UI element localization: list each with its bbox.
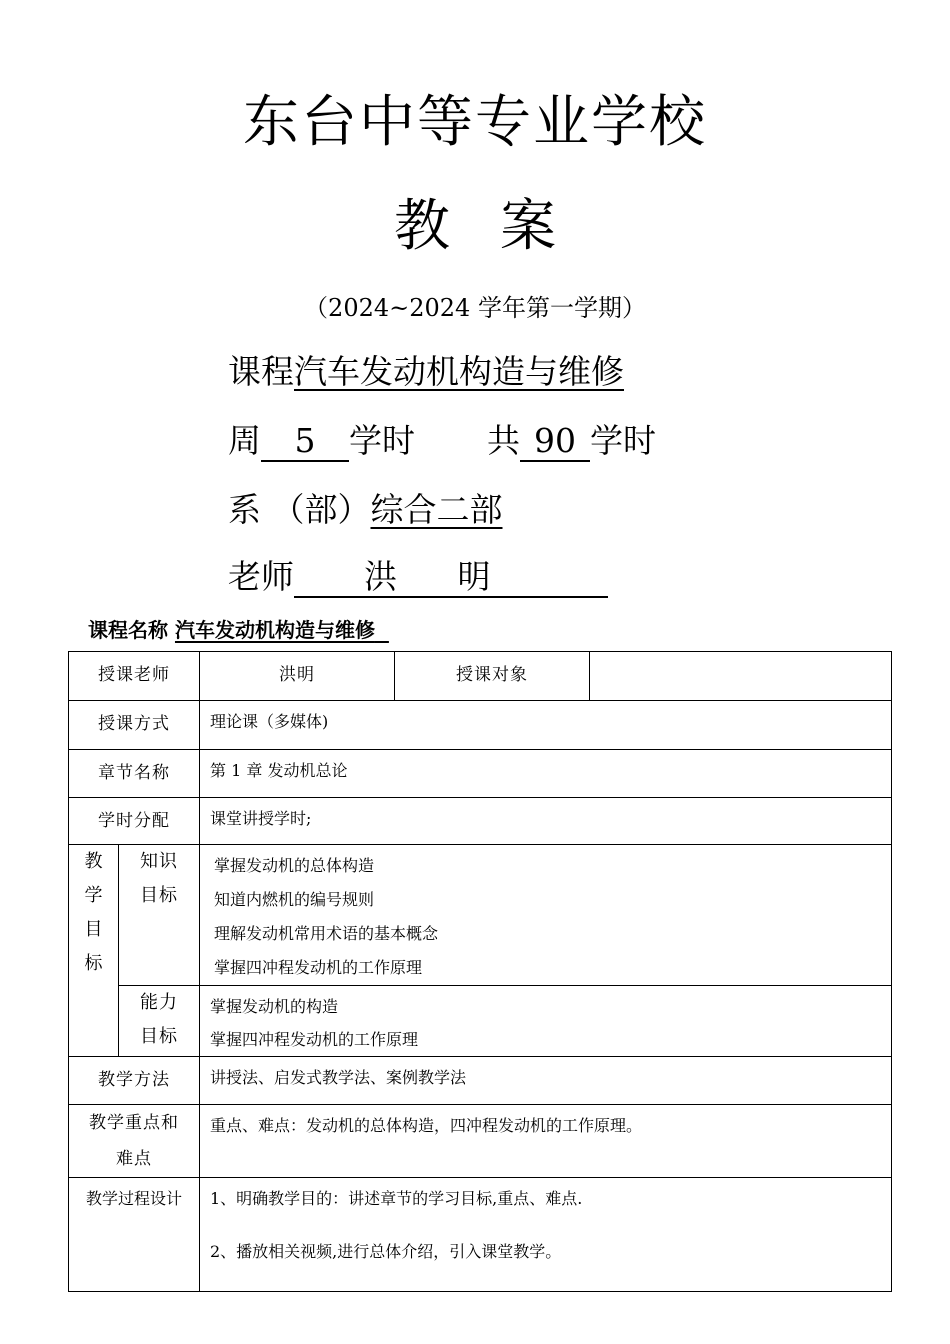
table-row (69, 1057, 892, 1105)
teacher-line (228, 551, 608, 598)
process-list (200, 1178, 892, 1292)
lesson-plan-table (68, 651, 892, 1292)
table-row (69, 652, 892, 701)
hours-cell-label: 学时分配 (69, 798, 200, 845)
list-item: 掌握发动机的总体构造 (214, 856, 375, 875)
ability-goal-list (200, 986, 892, 1057)
method-cell-value: 理论课（多媒体) (200, 701, 892, 750)
list-item: 知道内燃机的编号规则 (214, 890, 375, 909)
department-value: 综合二部 (370, 490, 503, 529)
list-item: 1、明确教学目的：讲述章节的学习目标,重点、难点. (210, 1189, 583, 1208)
total-label: 共 (487, 421, 520, 460)
course-name-label: 课程名称 (88, 618, 168, 642)
course-name-value: 汽车发动机构造与维修 (174, 618, 375, 642)
teach-method-value: 讲授法、启发式教学法、案例教学法 (200, 1057, 892, 1105)
total-hours-unit: 学时 (590, 421, 656, 460)
academic-term: （2024~2024 学年第一学期） (304, 294, 646, 322)
teacher-cell-value: 洪明 (200, 652, 395, 701)
table-row (69, 798, 892, 845)
target-cell-value (590, 652, 892, 701)
total-hours-value: 90 (520, 422, 590, 462)
document-title: 教案 (394, 194, 606, 259)
chapter-cell-label: 章节名称 (69, 750, 200, 798)
list-item: 掌握四冲程发动机的工作原理 (214, 958, 423, 977)
target-cell-label: 授课对象 (395, 652, 590, 701)
teach-method-label: 教学方法 (69, 1057, 200, 1105)
table-row (69, 1105, 892, 1178)
teacher-value: 洪 明 (294, 558, 608, 598)
course-label: 课程 (228, 352, 294, 391)
teacher-label: 老师 (228, 557, 294, 596)
table-row (69, 845, 892, 986)
list-item: 2、播放相关视频,进行总体介绍，引入课堂教学。 (210, 1242, 562, 1261)
school-name: 东台中等专业学校 (243, 90, 707, 155)
hours-line (228, 415, 656, 462)
keypoint-label: 教学重点和 难点 (69, 1105, 200, 1178)
teaching-goal-label: 教 学 目 标 (69, 845, 119, 1057)
chapter-cell-value: 第 1 章 发动机总论 (200, 750, 892, 798)
table-row (69, 750, 892, 798)
list-item: 掌握发动机的构造 (210, 997, 339, 1016)
course-value: 汽车发动机构造与维修 (294, 352, 624, 391)
course-name-heading (88, 614, 389, 643)
department-line (228, 484, 503, 531)
week-hours-unit: 学时 (349, 421, 415, 460)
process-label: 教学过程设计 (69, 1178, 200, 1292)
knowledge-goal-list (200, 845, 892, 986)
table-row (69, 986, 892, 1057)
knowledge-goal-label: 知识 目标 (119, 845, 200, 986)
list-item: 掌握四冲程发动机的工作原理 (210, 1030, 419, 1049)
teacher-cell-label: 授课老师 (69, 652, 200, 701)
department-label: 系 （部） (228, 490, 371, 529)
ability-goal-label: 能力 目标 (119, 986, 200, 1057)
method-cell-label: 授课方式 (69, 701, 200, 750)
keypoint-value: 重点、难点：发动机的总体构造，四冲程发动机的工作原理。 (200, 1105, 892, 1178)
week-label: 周 (228, 421, 261, 460)
course-line (228, 346, 624, 393)
week-hours-value: 5 (261, 422, 349, 462)
table-row (69, 1178, 892, 1292)
list-item: 理解发动机常用术语的基本概念 (214, 924, 439, 943)
hours-cell-value: 课堂讲授学时; (200, 798, 892, 845)
table-row (69, 701, 892, 750)
